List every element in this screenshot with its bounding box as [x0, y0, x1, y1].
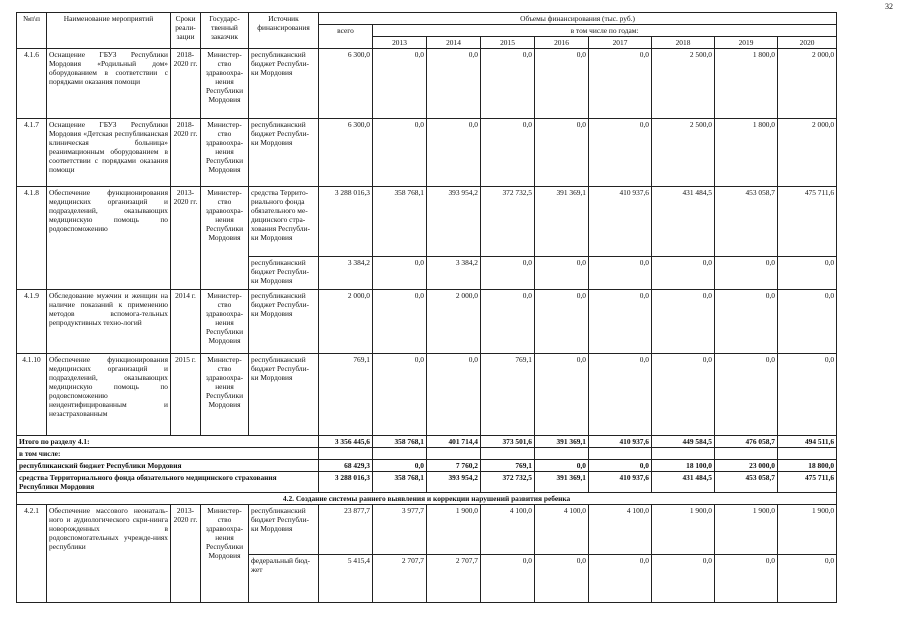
header-customer: Государс-твенный заказчик [201, 13, 249, 49]
totals-tf-label: средства Территориального фонда обязательного медицинского страхования Республики Мордовия [17, 472, 319, 493]
row-value: 1 900,0 [778, 505, 837, 555]
row-value: 2 500,0 [652, 49, 715, 119]
row-value: 0,0 [778, 290, 837, 354]
row-value: 0,0 [715, 555, 778, 603]
totals-rb-row [17, 460, 837, 472]
row-value: 0,0 [481, 290, 535, 354]
row-total: 5 415,4 [319, 555, 373, 603]
totals-rb-value: 0,0 [373, 460, 427, 472]
row-value: 0,0 [652, 290, 715, 354]
totals-tf-row [17, 472, 837, 493]
table-row [17, 49, 837, 119]
row-num: 4.1.6 [17, 49, 47, 119]
row-value: 2 000,0 [427, 290, 481, 354]
totals-rb-value: 23 000,0 [715, 460, 778, 472]
row-term: 2013-2020 гг. [171, 505, 201, 603]
row-value: 0,0 [715, 257, 778, 290]
row-source: республиканский бюджет Республи-ки Мордовия [249, 354, 319, 436]
row-value: 4 100,0 [535, 505, 589, 555]
header-name: Наименование мероприятий [47, 13, 171, 49]
row-value: 2 000,0 [778, 119, 837, 187]
row-source: республиканский бюджет Республи-ки Мордовия [249, 49, 319, 119]
header-by-years: в том числе по годам: [373, 25, 837, 37]
row-name: Оснащение ГБУЗ Республики Мордовия «Родильный дом» оборудованием в соответствии с порядками оказания помощи [47, 49, 171, 119]
totals-value: 391 369,1 [535, 436, 589, 448]
row-value: 0,0 [427, 49, 481, 119]
row-value: 0,0 [778, 257, 837, 290]
totals-label: Итого по разделу 4.1: [17, 436, 319, 448]
row-total: 3 384,2 [319, 257, 373, 290]
row-value: 3 977,7 [373, 505, 427, 555]
row-value: 0,0 [373, 119, 427, 187]
row-value: 0,0 [535, 555, 589, 603]
row-value: 0,0 [652, 257, 715, 290]
row-value: 0,0 [373, 49, 427, 119]
row-value: 0,0 [481, 555, 535, 603]
row-value: 372 732,5 [481, 187, 535, 257]
row-value: 0,0 [373, 257, 427, 290]
row-value: 0,0 [652, 354, 715, 436]
totals-rb-label: республиканский бюджет Республики Мордовия [17, 460, 319, 472]
row-value: 1 900,0 [715, 505, 778, 555]
row-value: 475 711,6 [778, 187, 837, 257]
row-value: 0,0 [589, 119, 652, 187]
totals-rb-value: 0,0 [535, 460, 589, 472]
row-customer: Министер-ство здравоохра-нения Республики Мордовия [201, 290, 249, 354]
row-value: 0,0 [589, 290, 652, 354]
row-name: Обеспечение функционирования медицинских организаций и подразделений, оказывающих медицинскую помощь по родовспоможению [47, 187, 171, 290]
row-value: 0,0 [589, 354, 652, 436]
row-value: 393 954,2 [427, 187, 481, 257]
row-total: 2 000,0 [319, 290, 373, 354]
row-value: 0,0 [535, 290, 589, 354]
row-total: 6 300,0 [319, 119, 373, 187]
row-value: 0,0 [589, 555, 652, 603]
row-total: 23 877,7 [319, 505, 373, 555]
row-value: 1 900,0 [652, 505, 715, 555]
row-num: 4.1.8 [17, 187, 47, 290]
totals-rb-value: 18 800,0 [778, 460, 837, 472]
row-value: 431 484,5 [652, 187, 715, 257]
row-value: 0,0 [778, 555, 837, 603]
row-value: 0,0 [535, 257, 589, 290]
row-value: 358 768,1 [373, 187, 427, 257]
row-value: 4 100,0 [589, 505, 652, 555]
row-value: 0,0 [652, 555, 715, 603]
totals-tf-total: 3 288 016,3 [319, 472, 373, 493]
row-value: 4 100,0 [481, 505, 535, 555]
row-value: 0,0 [481, 119, 535, 187]
row-value: 0,0 [778, 354, 837, 436]
row-value: 2 707,7 [373, 555, 427, 603]
page-number: 32 [885, 2, 893, 11]
row-value: 3 384,2 [427, 257, 481, 290]
row-value: 769,1 [481, 354, 535, 436]
totals-value: 401 714,4 [427, 436, 481, 448]
table-row [17, 505, 837, 555]
row-value: 2 500,0 [652, 119, 715, 187]
row-value: 0,0 [715, 354, 778, 436]
totals-tf-value: 475 711,6 [778, 472, 837, 493]
row-total: 769,1 [319, 354, 373, 436]
row-source: республиканский бюджет Республи-ки Мордовия [249, 505, 319, 555]
table-row [17, 187, 837, 257]
row-name: Обеспечение массового неонаталь-ного и аудиологического скри-нинга новорожденных в родовспомогательных учрежде-ниях республики [47, 505, 171, 603]
header-year: 2017 [589, 37, 652, 49]
totals-rb-value: 769,1 [481, 460, 535, 472]
header-year: 2019 [715, 37, 778, 49]
row-value: 0,0 [535, 49, 589, 119]
row-value: 0,0 [427, 119, 481, 187]
table-row [17, 354, 837, 436]
row-term: 2018-2020 гг. [171, 119, 201, 187]
row-source: федеральный бюд-жет [249, 555, 319, 603]
totals-tf-value: 410 937,6 [589, 472, 652, 493]
row-customer: Министер-ство здравоохра-нения Республики Мордовия [201, 49, 249, 119]
row-name: Обеспечение функционирования медицинских организаций и подразделений, оказывающих медицинскую помощь по родовспоможению неидентифицированным и незастрахованным [47, 354, 171, 436]
totals-total: 3 356 445,6 [319, 436, 373, 448]
totals-tf-value: 372 732,5 [481, 472, 535, 493]
row-term: 2014 г. [171, 290, 201, 354]
row-value: 0,0 [535, 354, 589, 436]
row-source: республиканский бюджет Республи-ки Мордовия [249, 290, 319, 354]
totals-value: 410 937,6 [589, 436, 652, 448]
row-name: Обследование мужчин и женщин на наличие показаний к применению методов вспомога-тельных репродуктивных техно-логий [47, 290, 171, 354]
row-num: 4.1.7 [17, 119, 47, 187]
including-row [17, 448, 837, 460]
row-value: 391 369,1 [535, 187, 589, 257]
row-value: 1 800,0 [715, 49, 778, 119]
row-source: средства Террито-риального фонда обязательного ме-дицинского стра-хования Республи-ки Мордовия [249, 187, 319, 257]
totals-rb-total: 68 429,3 [319, 460, 373, 472]
row-value: 1 800,0 [715, 119, 778, 187]
header-volumes: Объемы финансирования (тыс. руб.) [319, 13, 837, 25]
row-value: 0,0 [373, 354, 427, 436]
header-year: 2016 [535, 37, 589, 49]
header-year: 2018 [652, 37, 715, 49]
row-value: 2 000,0 [778, 49, 837, 119]
row-value: 1 900,0 [427, 505, 481, 555]
section-title: 4.2. Создание системы раннего выявления и коррекции нарушений развития ребенка [17, 493, 837, 505]
totals-rb-value: 18 100,0 [652, 460, 715, 472]
header-year: 2015 [481, 37, 535, 49]
header-year: 2020 [778, 37, 837, 49]
row-term: 2013-2020 гг. [171, 187, 201, 290]
header-year: 2014 [427, 37, 481, 49]
row-value: 453 058,7 [715, 187, 778, 257]
row-term: 2018-2020 гг. [171, 49, 201, 119]
table-row [17, 290, 837, 354]
totals-tf-value: 358 768,1 [373, 472, 427, 493]
table-row [17, 119, 837, 187]
row-customer: Министер-ство здравоохра-нения Республики Мордовия [201, 187, 249, 290]
totals-tf-value: 453 058,7 [715, 472, 778, 493]
row-total: 6 300,0 [319, 49, 373, 119]
row-value: 0,0 [481, 257, 535, 290]
row-num: 4.2.1 [17, 505, 47, 603]
row-source: республиканский бюджет Республи-ки Мордовия [249, 257, 319, 290]
header-num: №п\п [17, 13, 47, 49]
row-value: 0,0 [427, 354, 481, 436]
including-label: в том числе: [17, 448, 319, 460]
totals-rb-value: 7 760,2 [427, 460, 481, 472]
row-term: 2015 г. [171, 354, 201, 436]
totals-tf-value: 391 369,1 [535, 472, 589, 493]
header-year: 2013 [373, 37, 427, 49]
row-name: Оснащение ГБУЗ Республики Мордовия «Детская республиканская клиническая больница» реанимационным оборудованием в соответствии с порядками оказания помощи [47, 119, 171, 187]
row-value: 0,0 [589, 49, 652, 119]
row-value: 0,0 [715, 290, 778, 354]
financing-table [16, 12, 837, 603]
row-value: 0,0 [589, 257, 652, 290]
row-value: 0,0 [373, 290, 427, 354]
row-num: 4.1.10 [17, 354, 47, 436]
row-source: республиканский бюджет Республи-ки Мордовия [249, 119, 319, 187]
row-value: 0,0 [481, 49, 535, 119]
row-num: 4.1.9 [17, 290, 47, 354]
row-customer: Министер-ство здравоохра-нения Республики Мордовия [201, 119, 249, 187]
totals-row [17, 436, 837, 448]
totals-value: 373 501,6 [481, 436, 535, 448]
totals-value: 449 584,5 [652, 436, 715, 448]
totals-tf-value: 431 484,5 [652, 472, 715, 493]
row-customer: Министер-ство здравоохра-нения Республики Мордовия [201, 354, 249, 436]
totals-value: 358 768,1 [373, 436, 427, 448]
header-source: Источник финансирования [249, 13, 319, 49]
row-total: 3 288 016,3 [319, 187, 373, 257]
totals-value: 476 058,7 [715, 436, 778, 448]
row-value: 2 707,7 [427, 555, 481, 603]
header-term: Сроки реали-зации [171, 13, 201, 49]
section-row [17, 493, 837, 505]
row-value: 0,0 [535, 119, 589, 187]
totals-rb-value: 0,0 [589, 460, 652, 472]
header-total: всего [319, 25, 373, 49]
row-customer: Министер-ство здравоохра-нения Республики Мордовия [201, 505, 249, 603]
row-value: 410 937,6 [589, 187, 652, 257]
totals-value: 494 511,6 [778, 436, 837, 448]
totals-tf-value: 393 954,2 [427, 472, 481, 493]
